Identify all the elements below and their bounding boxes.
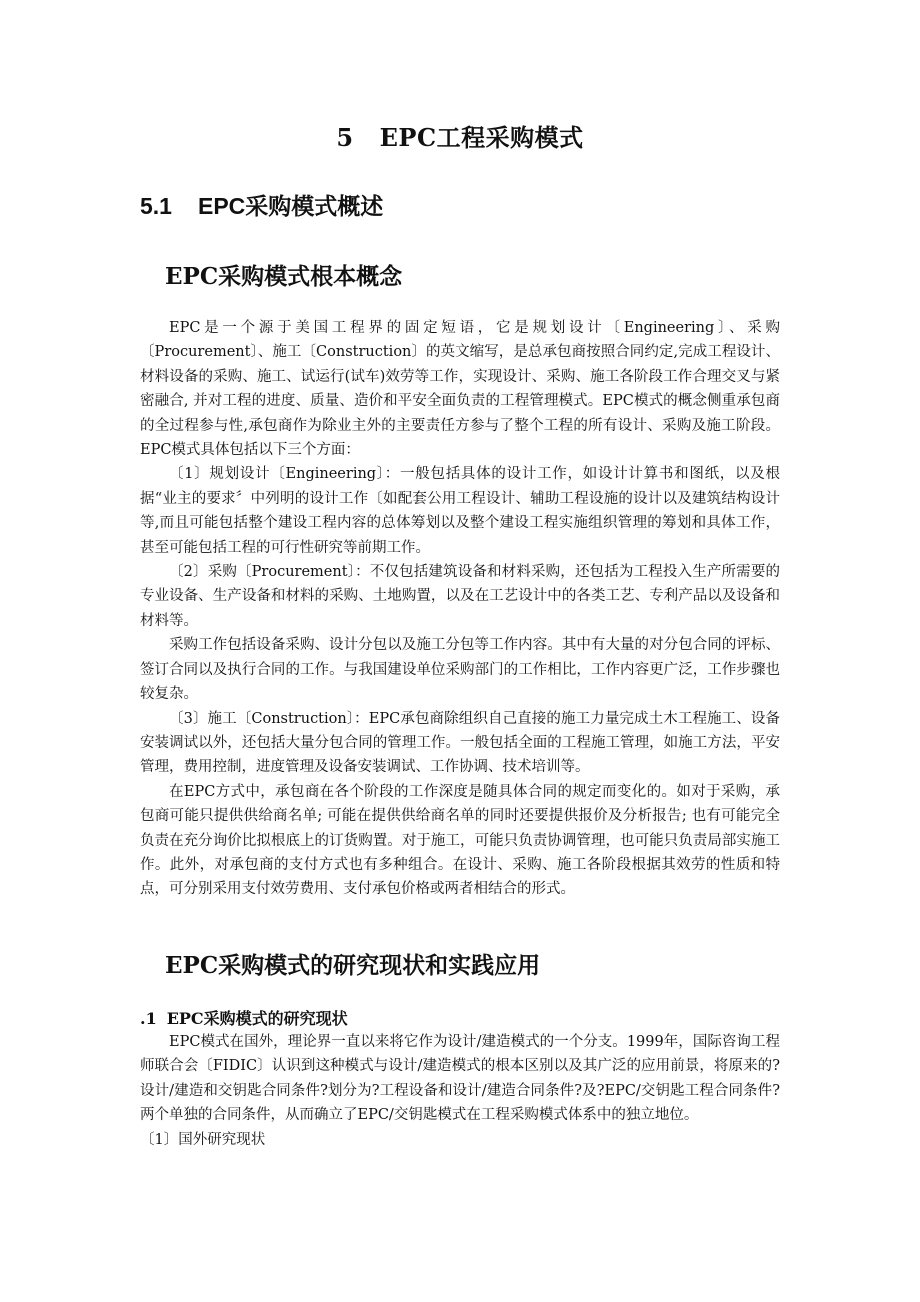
- section-title: EPC采购模式概述: [197, 193, 384, 219]
- paragraph: 〔1〕规划设计〔Engineering〕：一般包括具体的设计工作，如设计计算书和图纸，以及根据“业主的要求〞中列明的设计工作〔如配套公用工程设计、辅助工程设施的设计以及建筑结构设计等,而且可能包括整个建设工程内容的总体筹划以及整个建设工程实施组织管理的筹划和具体工作，甚至可能包括工程的可行性研究等前期工作。: [140, 466, 780, 556]
- paragraph: 在EPC方式中，承包商在各个阶段的工作深度是随具体合同的规定而变化的。如对于采购，承包商可能只提供供给商名单; 可能在提供供给商名单的同时还要提供报价及分析报告; 也有可能完全负责在充分询价比拟根底上的订货购置。对于施工，可能只负责协调管理，也可能只负责局部实施工作。此外，对承包商的支付方式也有多种组合。在设计、采购、施工各阶段根据其效劳的性质和特点，可分别采用支付效劳费用、支付承包价格或两者相结合的形式。: [140, 783, 780, 898]
- subsection-heading-research-status: EPC采购模式的研究现状和实践应用: [165, 952, 541, 979]
- body-text-concept: [140, 316, 780, 902]
- section-heading-5-1: [140, 188, 383, 221]
- section-number: 5.1: [140, 193, 172, 219]
- subsubsection-title: EPC采购模式的研究现状: [166, 1009, 348, 1028]
- chapter-number: 5: [336, 123, 354, 152]
- chapter-title: [0, 118, 920, 153]
- paragraph: EPC是一个源于美国工程界的固定短语，它是规划设计〔Engineering〕、采购〔Procurement〕、施工〔Construction〕的英文缩写，是总承包商按照合同约定,完成工程设计、材料设备的采购、施工、试运行(试车)效劳等工作，实现设计、采购、施工各阶段工作合理交叉与紧密融合, 并对工程的进度、质量、造价和平安全面负责的工程管理模式。EPC模式的概念侧重承包商的全过程参与性,承包商作为除业主外的主要责任方参与了整个工程的所有设计、采购及施工阶段。EPC模式具体包括以下三个方面：: [140, 320, 780, 459]
- paragraph: 采购工作包括设备采购、设计分包以及施工分包等工作内容。其中有大量的对分包合同的评标、签订合同以及执行合同的工作。与我国建设单位采购部门的工作相比，工作内容更广泛，工作步骤也较复杂。: [140, 637, 780, 703]
- subsubsection-heading: [140, 1006, 348, 1029]
- subsubsection-number: .1: [140, 1009, 157, 1028]
- paragraph: 〔3〕施工〔Construction〕：EPC承包商除组织自己直接的施工力量完成土木工程施工、设备安装调试以外，还包括大量分包合同的管理工作。一般包括全面的工程施工管理，如施工方法，平安管理，费用控制，进度管理及设备安装调试、工作协调、技术培训等。: [140, 710, 780, 776]
- list-item: 〔1〕国外研究现状: [140, 1131, 266, 1148]
- paragraph: 〔2〕采购〔Procurement〕：不仅包括建筑设备和材料采购，还包括为工程投入生产所需要的专业设备、生产设备和材料的采购、土地购置，以及在工艺设计中的各类工艺、专利产品以及设备和材料等。: [140, 564, 780, 629]
- paragraph: EPC模式在国外，理论界一直以来将它作为设计/建造模式的一个分支。1999年，国际咨询工程师联合会〔FIDIC〕认识到这种模式与设计/建造模式的根本区别以及其广泛的应用前景，将原来的?设计/建造和交钥匙合同条件?划分为?工程设备和设计/建造合同条件?及?EPC/交钥匙工程合同条件?两个单独的合同条件，从而确立了EPC/交钥匙模式在工程采购模式体系中的独立地位。: [140, 1034, 780, 1124]
- subsection-heading-basic-concept: EPC采购模式根本概念: [165, 263, 403, 290]
- body-text-research: [140, 1030, 780, 1152]
- chapter-title-text: EPC工程采购模式: [379, 123, 584, 152]
